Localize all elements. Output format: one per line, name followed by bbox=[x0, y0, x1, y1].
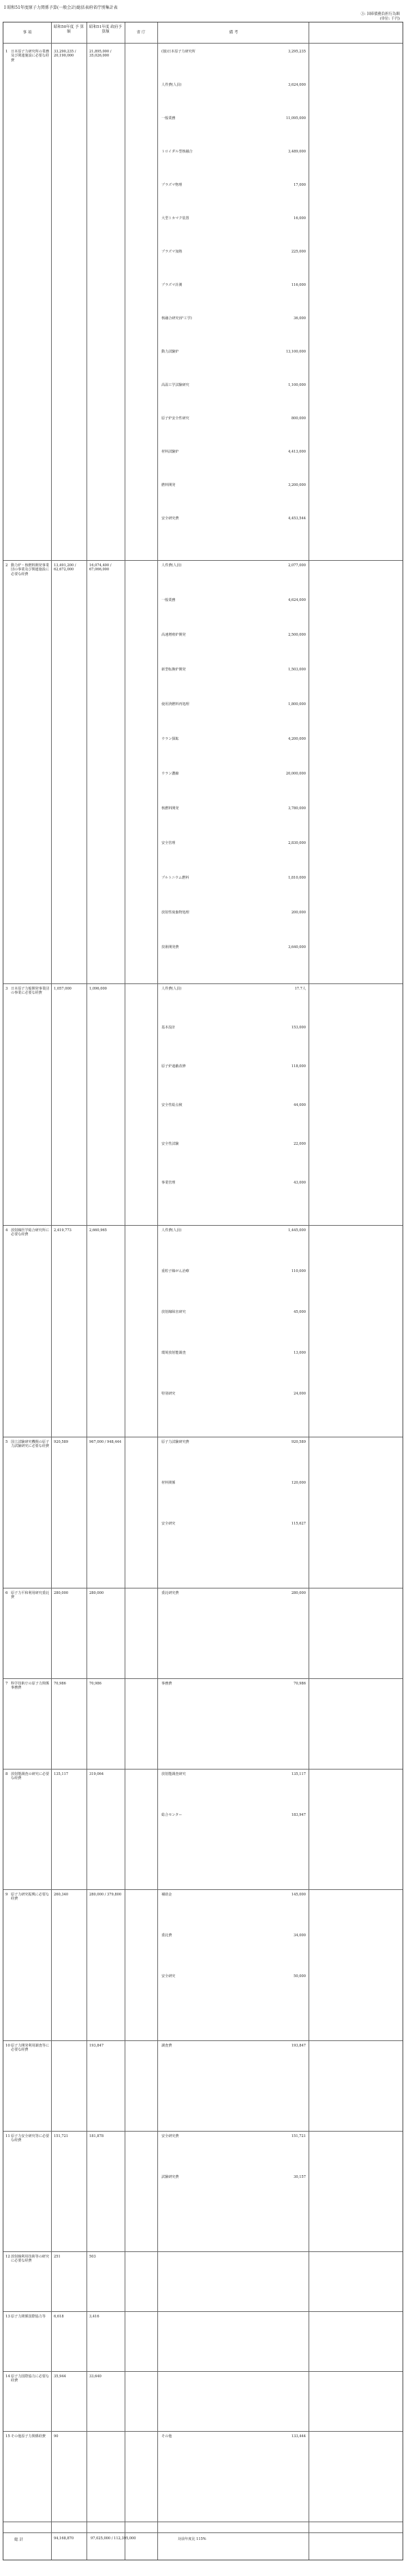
detail-label: 安全研究 bbox=[161, 1522, 176, 1526]
detail-row bbox=[161, 1269, 306, 1274]
detail-label: 人件費(人員) bbox=[161, 987, 182, 991]
detail-value: 1,445,000 bbox=[288, 1228, 306, 1233]
section-fy51-amount: 193,847 bbox=[89, 2044, 104, 2048]
detail-label: 新型転換炉開発 bbox=[161, 668, 186, 672]
detail-value: 800,000 bbox=[291, 417, 306, 421]
section-fy50-amount: 35,944 bbox=[54, 2375, 66, 2379]
detail-row bbox=[161, 1893, 306, 1897]
detail-label: 安全研究 bbox=[161, 1974, 176, 1978]
section-number: 14 bbox=[5, 2375, 10, 2379]
section-block bbox=[3, 1679, 403, 1770]
detail-label: 一般業務 bbox=[161, 598, 176, 602]
detail-row bbox=[161, 316, 306, 321]
detail-value: 183,947 bbox=[291, 1813, 306, 1817]
detail-label: 委託研究費 bbox=[161, 1591, 179, 1595]
section-fy50-amount: 151,721 bbox=[54, 2134, 69, 2138]
detail-value: 20,000,000 bbox=[285, 772, 306, 776]
section-fy50-amount: 260,340 bbox=[54, 1893, 69, 1897]
detail-label: (独)日本原子力研究所 bbox=[161, 50, 195, 54]
detail-label: 環境放射能調査 bbox=[161, 1351, 186, 1355]
detail-label: 技術開発費 bbox=[161, 945, 179, 949]
detail-row bbox=[161, 1522, 306, 1527]
section-number: 1 bbox=[5, 50, 8, 54]
detail-row bbox=[161, 216, 306, 221]
detail-row bbox=[161, 1481, 306, 1486]
detail-value: 920,589 bbox=[291, 1440, 306, 1444]
detail-row bbox=[161, 633, 306, 638]
detail-label: 大型トカマク装置 bbox=[161, 216, 189, 221]
total-note: 対前年度比 115% bbox=[178, 2537, 206, 2541]
section-name: その他原子力関係経費 bbox=[11, 2434, 46, 2439]
header-item: 事 項 bbox=[22, 31, 32, 35]
detail-value: 3,640,000 bbox=[288, 945, 306, 949]
section-name: 原子力研究振興に必要な経費 bbox=[11, 1893, 50, 1902]
detail-row bbox=[161, 250, 306, 255]
detail-row bbox=[161, 517, 306, 521]
detail-value: 120,000 bbox=[291, 1481, 306, 1485]
detail-row bbox=[161, 1591, 306, 1596]
detail-row bbox=[161, 1974, 306, 1979]
detail-value: 36,000 bbox=[294, 316, 306, 321]
section-fy51-amount: 280,000 bbox=[89, 1591, 104, 1595]
detail-row bbox=[161, 876, 306, 881]
section-number: 2 bbox=[5, 564, 8, 568]
detail-value: 3,624,000 bbox=[288, 83, 306, 87]
detail-label: 原子炉遮蔽改修 bbox=[161, 1064, 186, 1069]
detail-value: 135,117 bbox=[291, 1772, 306, 1776]
detail-label: 材料関係 bbox=[161, 1481, 176, 1485]
section-block bbox=[3, 2132, 403, 2252]
section-block bbox=[3, 984, 403, 1226]
detail-value: 3,780,000 bbox=[288, 806, 306, 811]
detail-value: 151,721 bbox=[291, 2134, 306, 2138]
detail-label: 人件費(人員) bbox=[161, 1228, 182, 1233]
section-number: 4 bbox=[5, 1228, 8, 1233]
section-block bbox=[3, 2041, 403, 2132]
section-fy50-amount: 90 bbox=[54, 2434, 59, 2439]
section-fy51-amount: 2,660,965 bbox=[89, 1228, 107, 1233]
detail-value: 13,000 bbox=[294, 1351, 306, 1355]
detail-row bbox=[161, 383, 306, 388]
total-fy50: 94,168,870 bbox=[54, 2537, 74, 2541]
meta-unit: (単位: 千円) bbox=[379, 17, 400, 21]
detail-value: 13,100,000 bbox=[285, 350, 306, 354]
detail-label: ウラン濃縮 bbox=[161, 772, 179, 776]
section-number: 9 bbox=[5, 1893, 8, 1897]
detail-row bbox=[161, 2134, 306, 2139]
detail-row bbox=[161, 945, 306, 950]
detail-row bbox=[161, 841, 306, 846]
section-name: 科学技術庁の原子力関係事務費 bbox=[11, 1682, 50, 1691]
section-number: 3 bbox=[5, 987, 8, 991]
section-fy51-amount: 503 bbox=[89, 2255, 96, 2259]
meta-legend: ㊤: 国庫債務負担行為額 bbox=[360, 12, 400, 16]
section-fy51-amount: 33,640 bbox=[89, 2375, 101, 2379]
section-fy50-amount: 251 bbox=[54, 2255, 61, 2259]
detail-value: 30,157 bbox=[294, 2175, 306, 2179]
detail-row bbox=[161, 1310, 306, 1315]
section-number: 13 bbox=[5, 2315, 10, 2319]
section-block bbox=[3, 1226, 403, 1437]
section-fy50-amount: 33,290,235 / 20,190,000 bbox=[54, 50, 76, 59]
detail-value: 11,095,000 bbox=[285, 116, 306, 120]
detail-value: 1,810,000 bbox=[288, 876, 306, 880]
detail-row bbox=[161, 150, 306, 154]
section-fy51-amount: 70,986 bbox=[89, 1682, 101, 1686]
detail-row bbox=[161, 283, 306, 288]
section-fy51-amount: 280,000 / 379,800 bbox=[89, 1893, 122, 1897]
detail-row bbox=[161, 1682, 306, 1686]
detail-label: 特別研究 bbox=[161, 1392, 176, 1396]
section-name: 原子力開発利用調査等に必要な経費 bbox=[11, 2044, 50, 2053]
section-fy50-amount: 6,618 bbox=[54, 2315, 64, 2319]
section-name: 原子力関係国際協力等 bbox=[11, 2315, 46, 2319]
section-block bbox=[3, 1770, 403, 1890]
detail-label: 燃料開発 bbox=[161, 483, 176, 487]
detail-label: 原子炉安全性研究 bbox=[161, 417, 189, 421]
detail-label: 人件費(人員) bbox=[161, 83, 182, 87]
detail-row bbox=[161, 116, 306, 121]
detail-row bbox=[161, 702, 306, 707]
section-block bbox=[3, 2252, 403, 2312]
section-fy50-amount: 1,057,000 bbox=[54, 987, 72, 991]
section-fy51-amount: 21,895,000 / 35,026,000 bbox=[89, 50, 112, 59]
detail-value: 110,000 bbox=[291, 1269, 306, 1273]
detail-label: プラズマ計測 bbox=[161, 283, 183, 287]
header-ministry: 省 庁 bbox=[136, 31, 146, 35]
detail-value: 1,100,000 bbox=[288, 383, 306, 387]
header-notes: 備 考 bbox=[229, 31, 238, 35]
detail-row bbox=[161, 2434, 306, 2439]
detail-value: 45,000 bbox=[294, 1310, 306, 1314]
section-name: 原子力安全研究等に必要な経費 bbox=[11, 2134, 50, 2143]
detail-row bbox=[161, 1103, 306, 1108]
detail-value: 118,000 bbox=[291, 1064, 306, 1069]
detail-value: 4,453,544 bbox=[288, 517, 306, 521]
section-fy51-amount: 1,096,000 bbox=[89, 987, 107, 991]
section-fy51-amount: 967,000 / 948,444 bbox=[89, 1440, 122, 1444]
detail-label: 核融合研究(炉工学) bbox=[161, 316, 192, 321]
detail-value: 17,000 bbox=[294, 183, 306, 187]
detail-label: 委託費 bbox=[161, 1934, 172, 1938]
section-fy51-amount: 319,064 bbox=[89, 1772, 104, 1776]
section-fy50-amount: 920,589 bbox=[54, 1440, 69, 1444]
detail-label: ウラン探鉱 bbox=[161, 737, 179, 741]
section-name: 日本原子力研究所の業務及び関連施設に必要な経費 bbox=[11, 50, 50, 63]
detail-label: 一般業務 bbox=[161, 116, 176, 120]
detail-row bbox=[161, 83, 306, 88]
detail-row bbox=[161, 1142, 306, 1147]
detail-label: プラズマ物理 bbox=[161, 183, 183, 187]
detail-label: 補助金 bbox=[161, 1893, 172, 1897]
section-name: 原子力平和利用研究委託費 bbox=[11, 1591, 50, 1600]
section-block bbox=[3, 1437, 403, 1588]
section-name: 放射能調査の研究に必要な経費 bbox=[11, 1772, 50, 1781]
section-fy51-amount: 3,416 bbox=[89, 2315, 99, 2319]
detail-value: 1,800,000 bbox=[288, 702, 306, 706]
detail-label: 事務費 bbox=[161, 1682, 172, 1686]
detail-row bbox=[161, 50, 306, 54]
detail-row bbox=[161, 1392, 306, 1397]
detail-row bbox=[161, 2175, 306, 2180]
detail-value: 4,413,000 bbox=[288, 450, 306, 454]
section-fy50-amount: 70,986 bbox=[54, 1682, 66, 1686]
detail-row bbox=[161, 483, 306, 488]
detail-value: 50,000 bbox=[294, 1974, 306, 1978]
detail-row bbox=[161, 1351, 306, 1356]
detail-label: 総合センター bbox=[161, 1813, 183, 1817]
detail-row bbox=[161, 987, 306, 992]
detail-value: 280,000 bbox=[291, 1591, 306, 1595]
section-fy51-amount: 16,074,400 / 67,066,000 bbox=[89, 564, 112, 572]
section-name: 放射線利用技術等の研究に必要な経費 bbox=[11, 2255, 50, 2264]
detail-value: 70,986 bbox=[294, 1682, 306, 1686]
detail-row bbox=[161, 737, 306, 742]
detail-label: 材料試験炉 bbox=[161, 450, 179, 454]
section-number: 11 bbox=[5, 2134, 10, 2138]
section-fy51-amount: 181,878 bbox=[89, 2134, 104, 2138]
detail-row bbox=[161, 1064, 306, 1069]
detail-label: 高温工学試験研究 bbox=[161, 383, 189, 387]
detail-label: 事業管理 bbox=[161, 1181, 176, 1185]
detail-label: プラズマ加熱 bbox=[161, 250, 183, 254]
detail-row bbox=[161, 417, 306, 421]
detail-value: 225,000 bbox=[291, 250, 306, 254]
detail-label: 安全研究費 bbox=[161, 2134, 179, 2138]
detail-label: 放射性廃棄物処理 bbox=[161, 911, 189, 915]
budget-table bbox=[3, 22, 403, 2560]
detail-value: 16,000 bbox=[294, 216, 306, 221]
detail-row bbox=[161, 668, 306, 672]
detail-row bbox=[161, 183, 306, 188]
section-number: 10 bbox=[5, 2044, 10, 2048]
detail-value: 3,489,000 bbox=[288, 150, 306, 154]
detail-value: 4,624,000 bbox=[288, 598, 306, 602]
section-block bbox=[3, 2432, 403, 2522]
detail-label: 動力試験炉 bbox=[161, 350, 179, 354]
section-name: 動力炉・核燃料開発事業団の事業及び関連施設に必要な経費 bbox=[11, 564, 50, 576]
detail-value: 116,000 bbox=[291, 283, 306, 287]
detail-row bbox=[161, 450, 306, 455]
detail-value: 2,077,000 bbox=[288, 564, 306, 568]
section-block bbox=[3, 2372, 403, 2432]
detail-value: 17.7人 bbox=[294, 987, 306, 991]
detail-value: 43,000 bbox=[294, 1181, 306, 1185]
detail-label: 重粒子線がん治療 bbox=[161, 1269, 189, 1273]
section-block bbox=[3, 47, 403, 561]
header-fy51: 昭和51年度 政府予算額 bbox=[89, 25, 123, 34]
section-block bbox=[3, 561, 403, 984]
section-number: 7 bbox=[5, 1682, 8, 1686]
detail-label: 調査費 bbox=[161, 2044, 172, 2048]
detail-row bbox=[161, 2044, 306, 2049]
section-name: 国立試験研究機関の原子力試験研究に必要な経費 bbox=[11, 1440, 50, 1449]
detail-value: 3,200,000 bbox=[288, 483, 306, 487]
document-heading: Ⅰ 昭和51年度原子力関係予算(一般会計)総括表府省庁別集計表 bbox=[4, 5, 118, 10]
detail-row bbox=[161, 1181, 306, 1186]
detail-label: 放射能調査研究 bbox=[161, 1772, 186, 1776]
detail-row bbox=[161, 350, 306, 355]
section-block bbox=[3, 1890, 403, 2041]
detail-value: 115,627 bbox=[291, 1522, 306, 1526]
detail-label: プルトニウム燃料 bbox=[161, 876, 189, 880]
detail-row bbox=[161, 1813, 306, 1818]
detail-label: 放射線障害研究 bbox=[161, 1310, 186, 1314]
section-name: 放射線医学総合研究所に必要な経費 bbox=[11, 1228, 50, 1237]
detail-value: 2,830,000 bbox=[288, 841, 306, 845]
detail-row bbox=[161, 1440, 306, 1445]
total-label: 総 計 bbox=[14, 2538, 23, 2542]
detail-value: 193,847 bbox=[291, 2044, 306, 2048]
detail-label: トロイダル型核融合 bbox=[161, 150, 193, 154]
detail-value: 153,000 bbox=[291, 1026, 306, 1030]
section-fy50-amount: 135,117 bbox=[54, 1772, 69, 1776]
detail-row bbox=[161, 911, 306, 915]
section-fy50-amount: 280,000 bbox=[54, 1591, 69, 1595]
detail-value: 34,000 bbox=[294, 1934, 306, 1938]
detail-row bbox=[161, 772, 306, 777]
section-number: 15 bbox=[5, 2434, 10, 2439]
section-number: 5 bbox=[5, 1440, 8, 1444]
detail-row bbox=[161, 1772, 306, 1777]
detail-label: 原子力試験研究費 bbox=[161, 1440, 189, 1444]
section-number: 8 bbox=[5, 1772, 8, 1776]
detail-row bbox=[161, 1934, 306, 1938]
detail-value: 44,000 bbox=[294, 1103, 306, 1107]
detail-label: 安全研究費 bbox=[161, 517, 179, 521]
detail-label: 安全性総点検 bbox=[161, 1103, 183, 1107]
detail-label: 基本設計 bbox=[161, 1026, 176, 1030]
section-block bbox=[3, 2312, 403, 2372]
section-name: 原子力国際協力に必要な経費 bbox=[11, 2375, 50, 2383]
detail-value: 3,295,235 bbox=[288, 50, 306, 54]
section-fy50-amount: 13,491,200 / 62,672,000 bbox=[54, 564, 76, 572]
detail-label: 核燃料開発 bbox=[161, 806, 179, 811]
detail-label: 試験研究費 bbox=[161, 2175, 179, 2179]
total-fy51: 97,025,000 / 112,395,000 bbox=[91, 2537, 136, 2541]
detail-label: 安全管理 bbox=[161, 841, 176, 845]
section-fy50-amount: 2,419,773 bbox=[54, 1228, 72, 1233]
detail-value: 24,000 bbox=[294, 1392, 306, 1396]
detail-label: 人件費(人員) bbox=[161, 564, 182, 568]
detail-label: 使用済燃料再処理 bbox=[161, 702, 189, 706]
detail-row bbox=[161, 564, 306, 568]
detail-label: 安全性試験 bbox=[161, 1142, 179, 1146]
section-number: 6 bbox=[5, 1591, 8, 1595]
detail-row bbox=[161, 806, 306, 811]
detail-value: 200,000 bbox=[291, 911, 306, 915]
section-number: 12 bbox=[5, 2255, 10, 2259]
detail-value: 4,200,000 bbox=[288, 737, 306, 741]
detail-value: 133,444 bbox=[291, 2434, 306, 2439]
detail-label: その他 bbox=[161, 2434, 172, 2439]
section-name: 日本原子力船開発事業団の事業に必要な経費 bbox=[11, 987, 50, 996]
detail-row bbox=[161, 598, 306, 603]
detail-value: 1,503,000 bbox=[288, 668, 306, 672]
detail-row bbox=[161, 1228, 306, 1233]
section-block bbox=[3, 1588, 403, 1679]
detail-value: 145,000 bbox=[291, 1893, 306, 1897]
detail-row bbox=[161, 1026, 306, 1030]
detail-value: 2,500,000 bbox=[288, 633, 306, 637]
budget-document bbox=[3, 4, 405, 2573]
detail-label: 高速増殖炉開発 bbox=[161, 633, 186, 637]
detail-value: 22,000 bbox=[294, 1142, 306, 1146]
header-fy50: 昭和50年度 予 算 額 bbox=[53, 25, 84, 34]
